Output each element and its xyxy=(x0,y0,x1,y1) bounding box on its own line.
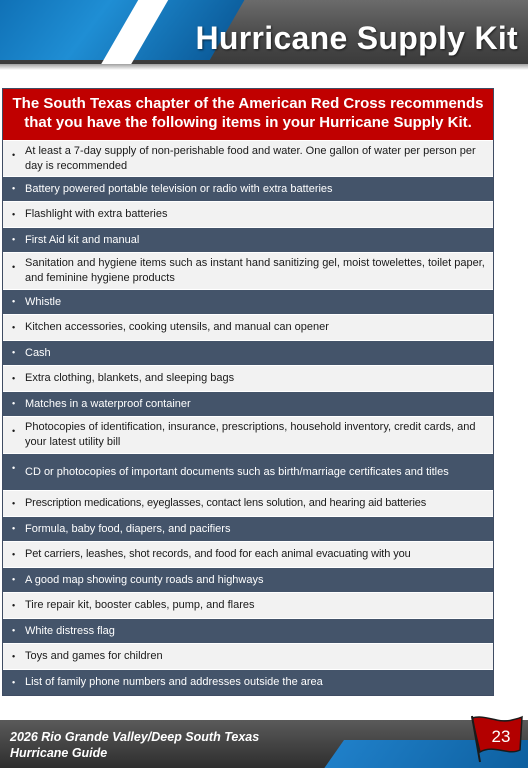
bullet-icon: • xyxy=(12,651,16,661)
list-item xyxy=(3,619,493,644)
list-item xyxy=(3,290,493,315)
list-item xyxy=(3,568,493,593)
table-heading: The South Texas chapter of the American Red Cross recommends that you have the following items in your Hurricane Supply Kit. xyxy=(3,89,493,141)
bullet-icon: • xyxy=(12,234,16,245)
page-footer xyxy=(0,720,528,768)
bullet-icon: • xyxy=(12,347,16,358)
list-item xyxy=(3,670,493,695)
list-item-text: A good map showing county roads and highways xyxy=(25,573,264,586)
header-shadow xyxy=(0,64,528,70)
list-item xyxy=(3,417,493,454)
list-item-text: Kitchen accessories, cooking utensils, and manual can opener xyxy=(25,321,329,333)
list-item-text: Matches in a waterproof container xyxy=(25,397,191,410)
list-item-text: Pet carriers, leashes, shot records, and food for each animal evacuating with you xyxy=(25,548,411,560)
list-item xyxy=(3,454,493,491)
bullet-icon: • xyxy=(12,322,16,332)
footer-title-line-2: Hurricane Guide xyxy=(10,746,108,760)
list-item xyxy=(3,542,493,568)
list-item-text: At least a 7-day supply of non-perishable food and water. One gallon of water per person per day is recommended xyxy=(25,144,476,172)
bullet-icon: • xyxy=(12,463,16,473)
list-item-text: Whistle xyxy=(25,295,62,308)
list-item xyxy=(3,366,493,392)
list-item-text: Photocopies of identification, insurance, prescriptions, household inventory, credit cards, and your latest utility bill xyxy=(25,421,476,448)
bullet-icon: • xyxy=(12,625,16,636)
page-number: 23 xyxy=(491,727,511,746)
list-item-text: List of family phone numbers and addresses outside the area xyxy=(25,676,323,688)
bullet-icon: • xyxy=(12,523,16,534)
bullet-icon: • xyxy=(12,574,16,585)
bullet-icon: • xyxy=(12,373,16,383)
bullet-icon: • xyxy=(12,398,16,409)
page-header xyxy=(0,0,528,70)
list-item xyxy=(3,253,493,290)
bullet-icon: • xyxy=(12,600,16,610)
list-item-text: Extra clothing, blankets, and sleeping bags xyxy=(25,372,235,384)
list-item-text: Prescription medications, eyeglasses, contact lens solution, and hearing aid batteries xyxy=(25,497,427,509)
bullet-icon: • xyxy=(12,150,16,160)
bullet-icon: • xyxy=(12,209,16,219)
list-item-text: Flashlight with extra batteries xyxy=(25,208,168,220)
list-item xyxy=(3,315,493,341)
bullet-icon: • xyxy=(12,262,16,272)
bullet-icon: • xyxy=(12,498,16,508)
list-item xyxy=(3,177,493,202)
bullet-icon: • xyxy=(12,549,16,559)
list-item-text: Sanitation and hygiene items such as instant hand sanitizing gel, moist towelettes, toilet paper, and feminine hygiene products xyxy=(25,257,485,284)
bullet-icon: • xyxy=(12,296,16,307)
footer-title xyxy=(10,729,259,761)
list-item-text: Formula, baby food, diapers, and pacifiers xyxy=(25,522,231,535)
bullet-icon: • xyxy=(12,183,16,194)
list-item-text: CD or photocopies of important documents such as birth/marriage certificates and titles xyxy=(25,465,449,478)
list-item xyxy=(3,228,493,253)
list-item xyxy=(3,392,493,417)
list-item xyxy=(3,491,493,517)
list-item xyxy=(3,517,493,542)
list-item xyxy=(3,341,493,366)
list-item-text: Battery powered portable television or radio with extra batteries xyxy=(25,182,333,195)
list-item-text: Toys and games for children xyxy=(25,650,163,662)
list-item xyxy=(3,202,493,228)
list-item xyxy=(3,141,493,177)
list-item xyxy=(3,593,493,619)
list-item-text: Cash xyxy=(25,346,51,359)
bullet-icon: • xyxy=(12,426,16,436)
supply-kit-table xyxy=(2,88,494,696)
list-item xyxy=(3,644,493,670)
list-item-text: First Aid kit and manual xyxy=(25,233,140,246)
page-title: Hurricane Supply Kit xyxy=(195,20,518,56)
footer-title-line-1: 2026 Rio Grande Valley/Deep South Texas xyxy=(10,730,260,744)
list-item-text: White distress flag xyxy=(25,624,115,637)
list-item-text: Tire repair kit, booster cables, pump, and flares xyxy=(25,599,255,611)
bullet-icon: • xyxy=(12,677,16,687)
